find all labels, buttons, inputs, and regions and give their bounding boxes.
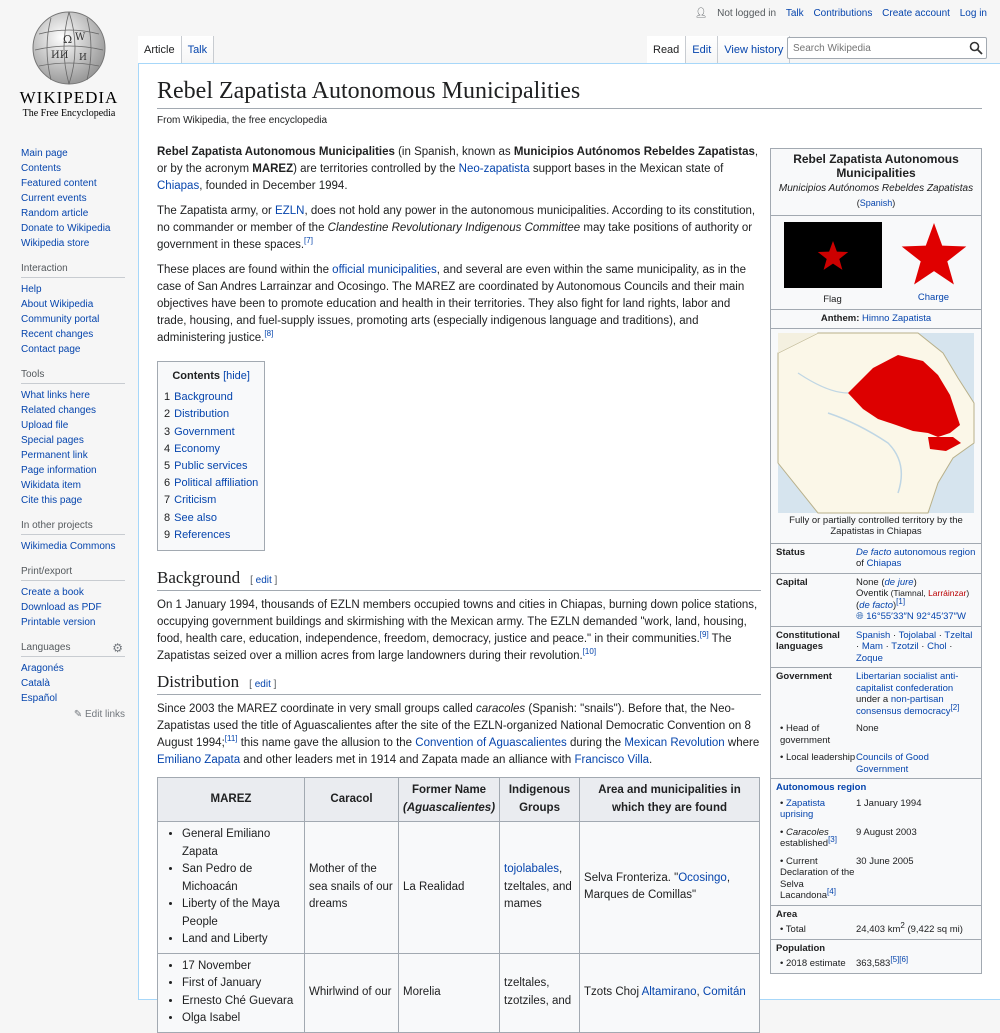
svg-text:W: W [75,32,86,43]
list-item: • Land and Liberty [182,931,300,949]
search-icon[interactable] [969,41,983,55]
text: Oventik [856,588,889,599]
charge-link[interactable]: Charge [917,291,950,303]
link-de-facto[interactable] [856,547,975,558]
text: 24,403 km [856,924,901,935]
svg-text:И: И [79,53,87,63]
sidebar-heading-tools: Tools [21,369,125,384]
row-value [856,752,976,775]
infobox [770,148,982,974]
citation-link[interactable]: [4] [827,886,836,896]
link-de-facto[interactable] [859,600,893,611]
tagline: The Free Encyclopedia [22,108,116,119]
bold-term: Municipios Autónomos Rebeldes Zapatistas [513,146,755,158]
italic-term: De facto [856,546,892,558]
sidebar-item-community-portal[interactable]: Community portal [21,314,100,325]
sidebar-item-related-changes[interactable]: Related changes [21,405,97,416]
toc-number: 1 [164,391,171,404]
flag-block [784,222,882,305]
citation-link[interactable]: [8] [264,329,274,339]
edit-links-label: Edit links [84,709,125,720]
cell-marez [158,953,305,1032]
anthem-row [771,310,981,328]
italic-term: Caracoles [785,826,829,838]
link-autonomous-region[interactable]: Autonomous region [776,782,867,793]
toc-title-label: Contents [172,370,220,382]
sidebar-print [21,585,125,630]
link-chiapas[interactable]: Chiapas [157,180,200,192]
section-heading-distribution [157,673,761,695]
intro-paragraph-1 [157,144,761,195]
citation-link[interactable]: [1] [896,596,906,606]
cell-marez [158,822,305,954]
text: (Spanish: "snails"). Before that, the Neo-Zapatistas used the title of Aguascalientes after the site of the EZLN-organized National Democratic Convention on 8 August 1994; [157,703,751,750]
table-row [158,822,760,954]
edit-links[interactable] [21,709,125,720]
toc-link[interactable]: Distribution [174,408,230,421]
gear-icon[interactable]: ⚙ [112,641,123,655]
text: ) [966,588,970,598]
section-edit: [ edit ] [249,679,277,691]
list-item: • General Emiliano Zapata [182,826,300,861]
sidebar-item-help[interactable]: Help [21,284,42,295]
language-link[interactable]: Tzotzil [891,641,919,652]
sidebar-item-page-information[interactable]: Page information [21,465,97,476]
text: Since 2003 the MAREZ coordinate in very small groups called [157,703,476,716]
caracoles-table [157,777,760,1033]
column-header-caracol: Caracol [305,778,399,822]
toc-link[interactable]: Public services [174,460,248,473]
list-item: • 17 November [182,958,300,976]
list-item: • First of January [182,975,300,993]
contributions-link[interactable]: Contributions [813,8,873,19]
link-text: autonomous region [891,546,976,558]
svg-text:ИИ: ИИ [51,50,69,61]
bold-term: Rebel Zapatista Autonomous Municipalities [157,146,395,158]
toc-number: 6 [164,477,171,490]
sidebar-navigation [21,146,125,251]
row-label: Government [776,671,832,682]
infobox-row-languages [771,627,981,668]
row-label [776,856,856,902]
language-link-catal[interactable]: Català [21,678,50,689]
sidebar-item-wikipedia-store[interactable]: Wikipedia store [21,238,90,249]
text: None ( [856,576,885,588]
text: 363,583 [856,958,891,969]
sidebar-projects [21,539,125,554]
italic-term: caracoles [475,703,526,716]
toc-item[interactable] [164,492,258,509]
link-zapatista-uprising[interactable]: Zapatista uprising [780,797,826,820]
toc-number: 4 [164,442,171,455]
text: , Marques de Comillas" [584,871,731,902]
charge-block [899,222,969,305]
toc-item[interactable] [164,424,258,441]
toc-title [164,368,258,385]
text: ) [913,576,917,588]
row-label: • Head of government [780,723,831,746]
sidebar-heading-interaction: Interaction [21,263,125,278]
link-mexican-revolution[interactable]: Mexican Revolution [624,737,725,750]
toc-number: 2 [164,408,171,421]
infobox-section-region [771,779,981,795]
list-item: • San Pedro de Michoacán [182,861,300,896]
row-label: • Zapatista uprising [780,797,826,820]
separator: · [882,641,892,652]
toc-number: 9 [164,528,171,541]
sidebar-interaction [21,282,125,357]
sidebar-item-printable-version[interactable]: Printable version [21,617,96,628]
toc-hide-toggle[interactable]: [hide] [223,370,250,382]
header-label: Former Name [411,784,487,797]
citation-link[interactable]: [3] [828,834,837,844]
text: • Current Declaration of the Selva Lacandona [780,855,855,901]
language-link-aragon-s[interactable]: Aragonés [21,663,64,674]
row-value: 30 June 2005 [856,855,914,867]
row-label: • Local leadership [780,752,856,763]
text: On 1 January 1994, thousands of EZLN members occupied towns and cities in Chiapas, burning down police stations, occupying government buildings and skirmishing with the Mexican army. The EZLN demanded "work, land, housing, food, health care, education, independence, freedom, democracy, justice and peace." in their communities. [157,599,758,646]
toc-link[interactable]: References [174,528,231,541]
infobox-row-status [771,544,981,573]
header-sublabel: (Aguascalientes) [403,801,496,814]
pencil-icon: ✎ [73,709,83,720]
text: , and several are even within the same municipality, as in the case of San Andres Larrainzar and Ocosingo. The MAREZ are coordinated by Autonomous Councils and their main objectives have been to promote education and health in their territories. They also fight for land rights, labor and trade, housing, and fuel-supply issues, promoting arts (especially indigenous language and traditions), and administering justice. [157,264,746,344]
text: ) are territories controlled by the [293,163,459,175]
italic-term: de jure [884,576,914,588]
flag-label: Flag [823,293,842,305]
row-value [856,630,976,665]
sidebar-item-permanent-link[interactable]: Permanent link [21,450,88,461]
citation-link[interactable]: [9] [699,630,709,640]
separator: · [890,629,899,641]
toc-link[interactable]: Background [174,391,233,404]
toc-item[interactable] [164,475,258,492]
citation-link[interactable]: [11] [224,734,238,744]
cell-former: La Realidad [399,822,500,954]
sidebar-heading-languages [21,642,125,657]
language-link[interactable]: Spanish [856,629,891,641]
sidebar-item-create-a-book[interactable]: Create a book [21,587,84,598]
divider [771,328,981,329]
row-value: None (de jure) Oventik (Tiamnal, Larráinzar) (de facto)[1] 🌐︎ 16°55′33″N 92°45′37″W [856,576,970,622]
text: Tzots Choj [584,985,642,998]
column-header-area: Area and municipalities in which they are found [580,778,760,822]
citation-link[interactable]: [10] [582,647,597,657]
sidebar-heading-print: Print/export [21,566,125,581]
zapatista-flag[interactable] [784,222,882,288]
sidebar-item-recent-changes[interactable]: Recent changes [21,329,94,340]
sidebar-item-about-wikipedia[interactable]: About Wikipedia [21,299,94,310]
sidebar-item-contact-page[interactable]: Contact page [21,344,81,355]
user-icon: 👤︎ [694,8,708,19]
sidebar-item-featured-content[interactable]: Featured content [21,178,97,189]
link-councils[interactable]: Councils of Good Government [856,752,929,775]
heading-label: Distribution [157,672,240,692]
text: These places are found within the [157,264,333,276]
link-ezln[interactable]: EZLN [275,205,305,217]
row-label: • Caracoles established[3] [780,826,837,849]
tab-read[interactable]: Read [647,36,686,63]
italic-term: Clandestine Revolutionary Indigenous Committee [327,222,581,234]
infobox-row-total [771,921,981,939]
link-consensus-democracy[interactable]: non-partisan consensus democracy [856,694,951,717]
tab-article[interactable]: Article [138,36,182,63]
separator: · [946,641,953,652]
superscript: 2 [900,920,905,930]
language-link[interactable]: Tzeltal [944,629,973,641]
text: (9,422 sq mi) [904,924,963,935]
infobox-section-population: Population [776,942,826,954]
text: , does not hold any power in the autonomous municipalities. According to its constitution, no commander or member of the [157,205,756,234]
infobox-row-government [771,668,981,720]
infobox-row-uprising [771,795,981,824]
toc-link[interactable]: Criticism [174,494,217,507]
language-link[interactable]: Mam [861,641,883,652]
globe-icon: 🌐︎ [856,611,864,622]
toc-link[interactable]: Political affiliation [174,477,259,490]
row-value: 1 January 1994 [856,797,922,809]
column-header-marez: MAREZ [158,778,305,822]
citation-link[interactable]: [2] [950,702,960,712]
map-caption: Fully or partially controlled territory by the Zapatistas in Chiapas [789,514,963,537]
tab-view-history[interactable]: View history [718,36,790,63]
row-label: Status [776,546,806,558]
coordinates-link[interactable]: 16°55′33″N 92°45′37″W [866,611,967,622]
infobox-row-capital [771,574,981,626]
link-tojolabales[interactable]: tojolabales [504,863,560,876]
create-account-link[interactable]: Create account [882,8,950,19]
sidebar-item-random-article[interactable]: Random article [21,208,89,219]
content [138,63,1000,1025]
toc-number: 3 [164,425,171,438]
sidebar-item-contents[interactable]: Contents [21,163,62,174]
table-row [158,953,760,1032]
page-title: Rebel Zapatista Autonomous Municipalities [157,78,982,109]
link-comitan[interactable]: Comitán [702,985,746,998]
toc-item[interactable] [164,458,258,475]
cell-caracol: Whirlwind of our [305,953,399,1032]
toc-item[interactable] [164,527,258,544]
section-heading-background [157,569,761,591]
toc-number: 8 [164,511,171,524]
text: , tzeltales, and mames [504,863,572,911]
infobox-row-estimate [771,955,981,973]
svg-text:Ω: Ω [63,33,73,46]
chiapas-territory-map[interactable] [778,333,974,513]
list-item: • Liberty of the Maya People [182,896,300,931]
row-value [856,920,976,936]
cell-groups [500,822,580,954]
sidebar-item-what-links-here[interactable]: What links here [21,390,90,401]
language-link[interactable]: Tojolabal [898,629,937,641]
text: of [856,558,867,569]
separator: · [856,641,862,652]
puzzle-globe-icon [29,10,109,86]
table-of-contents [157,361,265,551]
section-edit-link[interactable]: edit [254,679,271,691]
anthem-label: Anthem: [820,313,860,324]
column-header-groups: Indigenous Groups [500,778,580,822]
search-box [787,37,987,59]
wordmark: WIKIPEDIA [19,88,119,107]
sidebar-item-upload-file[interactable]: Upload file [21,420,69,431]
infobox-symbols [771,216,981,309]
namespace-tabs [138,36,214,63]
link-convention[interactable]: Convention of Aguascalientes [415,737,567,750]
cell-area [580,822,760,954]
infobox-row-head [771,720,981,749]
charge-label [899,292,969,304]
sidebar-tools [21,388,125,508]
text: where [724,737,760,750]
toc-list [164,389,258,544]
row-label: • 2018 estimate [780,958,846,969]
intro-paragraph-2 [157,203,761,254]
sidebar-item-main-page[interactable]: Main page [21,148,68,159]
sidebar-item-wikimedia-commons[interactable]: Wikimedia Commons [21,541,116,552]
text: , or by the acronym [157,146,759,175]
sidebar-item-special-pages[interactable]: Special pages [21,435,84,446]
login-link[interactable]: Log in [959,8,987,19]
italic-term: de facto [859,599,893,611]
toc-link[interactable]: Government [174,425,235,438]
infobox-row-caracoles [771,824,981,853]
cell-caracol: Mother of the sea snails of our dreams [305,822,399,954]
link-emiliano-zapata[interactable]: Emiliano Zapata [157,754,241,767]
row-value: None [856,723,879,734]
language-link[interactable]: Chol [927,641,947,652]
link-de-jure[interactable] [885,577,914,588]
row-value: 9 August 2003 [856,826,917,838]
citation-link[interactable]: [5][6] [890,954,909,964]
link-francisco-villa[interactable]: Francisco Villa [574,754,650,767]
text: The Zapatista army, or [157,205,276,217]
text: Selva Fronteriza. " [584,871,679,884]
personal-tools [681,8,987,19]
cell-groups: tzeltales, tzotziles, and [500,953,580,1032]
talk-link[interactable]: Talk [785,8,804,19]
sidebar [21,146,125,720]
link-ocosingo[interactable]: Ocosingo [678,871,727,884]
languages-title: Languages [21,642,71,653]
sidebar-languages [21,661,125,706]
anthem-link[interactable]: Himno Zapatista [862,313,932,324]
wikipedia-logo[interactable] [8,6,130,126]
site-subtitle: From Wikipedia, the free encyclopedia [157,115,328,126]
red-star-charge[interactable] [899,222,969,288]
link-libertarian-socialist[interactable]: Libertarian socialist anti-capitalist confederation [856,671,959,694]
text: under a [856,694,891,705]
article-body [157,144,761,1033]
infobox-section-area: Area [776,908,798,920]
search-input[interactable] [788,39,964,59]
row-value [856,671,976,717]
intro-paragraph-3 [157,262,761,347]
text: . [649,754,653,767]
toc-item[interactable] [164,441,258,458]
row-label: • Total [780,924,806,935]
language-link-espa-ol[interactable]: Español [21,693,58,704]
sidebar-item-wikidata-item[interactable]: Wikidata item [21,480,82,491]
toc-link[interactable]: See also [174,511,217,524]
infobox-title: Rebel Zapatista Autonomous Municipalities [793,152,959,180]
cell-former: Morelia [399,953,500,1032]
sidebar-heading-projects: In other projects [21,520,125,535]
sidebar-item-donate-to-wikipedia[interactable]: Donate to Wikipedia [21,223,111,234]
row-value [856,954,976,970]
section-edit-link[interactable]: edit [255,575,272,587]
toc-item[interactable] [164,389,258,406]
language-link[interactable]: Zoque [856,652,883,664]
text: during the [566,737,625,750]
text: (in Spanish, known as [394,146,514,158]
row-label: Constitutional languages [776,629,840,652]
separator: · [918,641,928,652]
link-altamirano[interactable]: Altamirano [641,985,697,998]
native-language-link[interactable]: Spanish [859,198,893,208]
native-name: Municipios Autónomos Rebeldes Zapatistas [778,183,974,194]
infobox-row-local [771,749,981,778]
not-logged-in [688,8,776,19]
infobox-native-name: Municipios Autónomos Rebeldes Zapatistas (Spanish) [778,183,974,208]
toc-item[interactable] [164,406,258,423]
toc-link[interactable]: Economy [174,442,220,455]
row-label: Capital [776,576,808,588]
toc-number: 5 [164,460,171,473]
separator: · [936,629,945,641]
view-tabs [647,36,790,63]
infobox-row-declaration [771,853,981,905]
link-official-municipalities[interactable]: official municipalities [332,264,437,276]
list-item: • Ernesto Ché Guevara [182,993,300,1011]
text: this name gave the allusion to the [237,737,416,750]
section-edit: [ edit ] [250,575,278,587]
sidebar-item-download-as-pdf[interactable]: Download as PDF [21,602,102,613]
text: The Zapatistas seized over a million acres from large landowners during their revolution. [157,633,732,663]
link-chiapas[interactable]: Chiapas [866,558,902,569]
not-logged-in-label: Not logged in [717,8,777,19]
sidebar-item-current-events[interactable]: Current events [21,193,87,204]
text: may take positions of authority or government in these spaces. [157,222,753,251]
sidebar-item-cite-this-page[interactable]: Cite this page [21,495,83,506]
toc-number: 7 [164,494,171,507]
text: support bases in the Mexican state of [529,163,724,175]
link-larrainzar[interactable]: Larráinzar [928,588,967,598]
column-header-former-name [399,778,500,822]
table-header-row [158,778,760,822]
list-item: • Olga Isabel [182,1010,300,1028]
text: established [780,838,829,849]
text: (Tiamnal, [888,588,929,598]
cell-area [580,953,760,1032]
row-value [856,547,976,570]
link-neo-zapatista[interactable]: Neo-zapatista [458,163,530,175]
tab-talk[interactable]: Talk [182,36,215,63]
text: and other leaders met in 1914 and Zapata made an alliance with [240,754,575,767]
toc-item[interactable] [164,510,258,527]
text: , [696,985,703,998]
tab-edit[interactable]: Edit [686,36,718,63]
heading-label: Background [157,568,241,588]
text: , founded in December 1994. [199,180,348,192]
distribution-paragraph [157,701,761,769]
bold-term: MAREZ [252,163,294,175]
citation-link[interactable]: [7] [304,236,313,246]
background-paragraph [157,597,761,665]
